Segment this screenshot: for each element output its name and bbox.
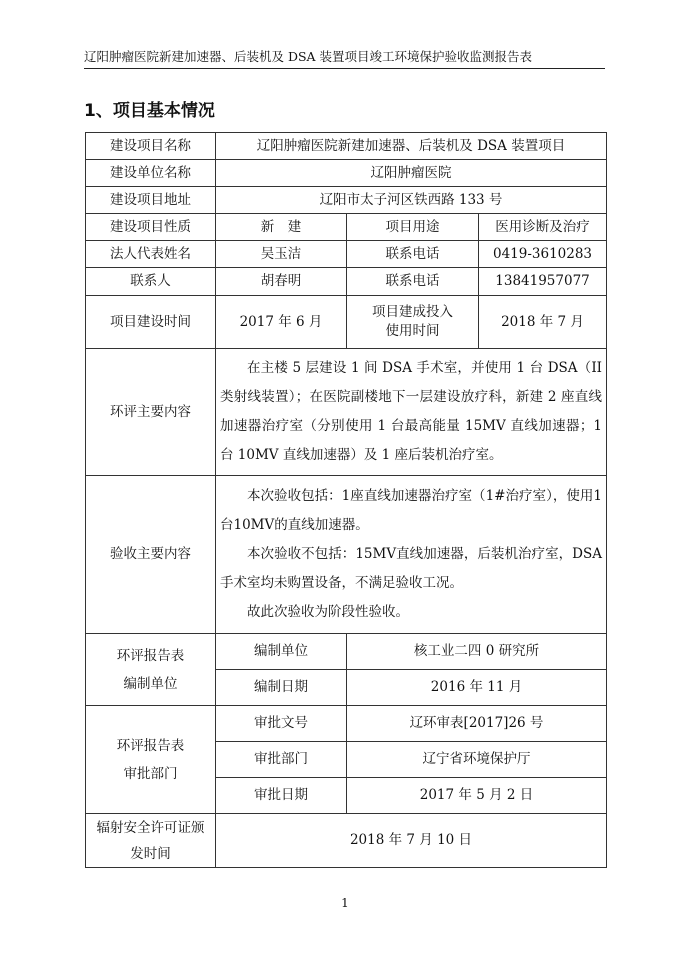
use-time-label-line1: 项目建成投入	[372, 304, 453, 320]
compiler-value: 核工业二四 0 研究所	[347, 634, 607, 670]
nature-value: 新 建	[216, 214, 347, 241]
project-name-label: 建设项目名称	[86, 133, 216, 160]
acceptance-paragraph-2: 本次验收不包括：15MV直线加速器，后装机治疗室，DSA手术室均未购置设备，不满足验收工况。	[220, 546, 603, 591]
build-time-label: 项目建设时间	[86, 296, 216, 349]
legal-rep-value: 吴玉洁	[216, 241, 347, 268]
contact-value: 胡春明	[216, 268, 347, 296]
approval-label-line1: 环评报告表	[116, 737, 185, 754]
approval-date-label: 审批日期	[216, 778, 347, 814]
compiler-label: 编制单位	[216, 634, 347, 670]
page-number: 1	[341, 896, 349, 910]
legal-rep-phone-label: 联系电话	[347, 241, 479, 268]
table-row	[86, 349, 607, 476]
compile-date-value: 2016 年 11 月	[347, 670, 607, 706]
legal-rep-phone-value: 0419-3610283	[479, 241, 607, 268]
approval-doc-value: 辽环审表[2017]26 号	[347, 706, 607, 742]
acceptance-paragraph-1: 本次验收包括：1座直线加速器治疗室（1#治疗室），使用1台10MV的直线加速器。	[220, 488, 603, 533]
table-row	[86, 634, 607, 670]
table-row	[86, 296, 607, 349]
purpose-label: 项目用途	[347, 214, 479, 241]
approval-label-line2: 审批部门	[123, 765, 178, 782]
unit-name-value: 辽阳肿瘤医院	[216, 160, 607, 187]
project-name-value: 辽阳肿瘤医院新建加速器、后装机及 DSA 装置项目	[216, 133, 607, 160]
unit-name-label: 建设单位名称	[86, 160, 216, 187]
approval-doc-label: 审批文号	[216, 706, 347, 742]
table-row	[86, 476, 607, 634]
nature-label: 建设项目性质	[86, 214, 216, 241]
license-value: 2018 年 7 月 10 日	[216, 814, 607, 868]
license-label-line2: 发时间	[130, 845, 171, 862]
page-header: 辽阳肿瘤医院新建加速器、后装机及 DSA 装置项目竣工环境保护验收监测报告表	[84, 46, 605, 69]
table-row	[86, 187, 607, 214]
approval-dept-value: 辽宁省环境保护厅	[347, 742, 607, 778]
build-time-value: 2017 年 6 月	[216, 296, 347, 349]
approval-dept-label: 审批部门	[216, 742, 347, 778]
address-value: 辽阳市太子河区铁西路 133 号	[216, 187, 607, 214]
eia-content-cell	[216, 349, 607, 476]
license-label	[86, 814, 216, 868]
table-row	[86, 241, 607, 268]
section-title: 1、项目基本情况	[84, 101, 215, 121]
table-row	[86, 214, 607, 241]
use-time-value: 2018 年 7 月	[479, 296, 607, 349]
legal-rep-label: 法人代表姓名	[86, 241, 216, 268]
compile-date-label: 编制日期	[216, 670, 347, 706]
report-unit-label-line2: 编制单位	[123, 675, 178, 692]
acceptance-content-label: 验收主要内容	[86, 476, 216, 634]
project-info-table	[85, 132, 607, 868]
table-row	[86, 268, 607, 296]
contact-label: 联系人	[86, 268, 216, 296]
table-row	[86, 133, 607, 160]
use-time-label	[347, 296, 479, 349]
acceptance-paragraph-3: 故此次验收为阶段性验收。	[247, 604, 409, 620]
approval-date-value: 2017 年 5 月 2 日	[347, 778, 607, 814]
report-unit-label	[86, 634, 216, 706]
contact-phone-value: 13841957077	[479, 268, 607, 296]
license-label-line1: 辐射安全许可证颁	[96, 819, 205, 836]
table-row	[86, 160, 607, 187]
report-unit-label-line1: 环评报告表	[116, 647, 185, 664]
eia-content-text: 在主楼 5 层建设 1 间 DSA 手术室，并使用 1 台 DSA（II 类射线装置）；在医院副楼地下一层建设放疗科，新建 2 座直线加速器治疗室（分别使用 1 台最高能量 15MV 直线加速器；1 台 10MV 直线加速器）及 1 座后装机治疗室。	[220, 360, 603, 463]
acceptance-content-cell	[216, 476, 607, 634]
eia-content-label: 环评主要内容	[86, 349, 216, 476]
table-row	[86, 706, 607, 742]
approval-label	[86, 706, 216, 814]
contact-phone-label: 联系电话	[347, 268, 479, 296]
use-time-label-line2: 使用时间	[385, 323, 440, 339]
address-label: 建设项目地址	[86, 187, 216, 214]
table-row	[86, 814, 607, 868]
purpose-value: 医用诊断及治疗	[479, 214, 607, 241]
